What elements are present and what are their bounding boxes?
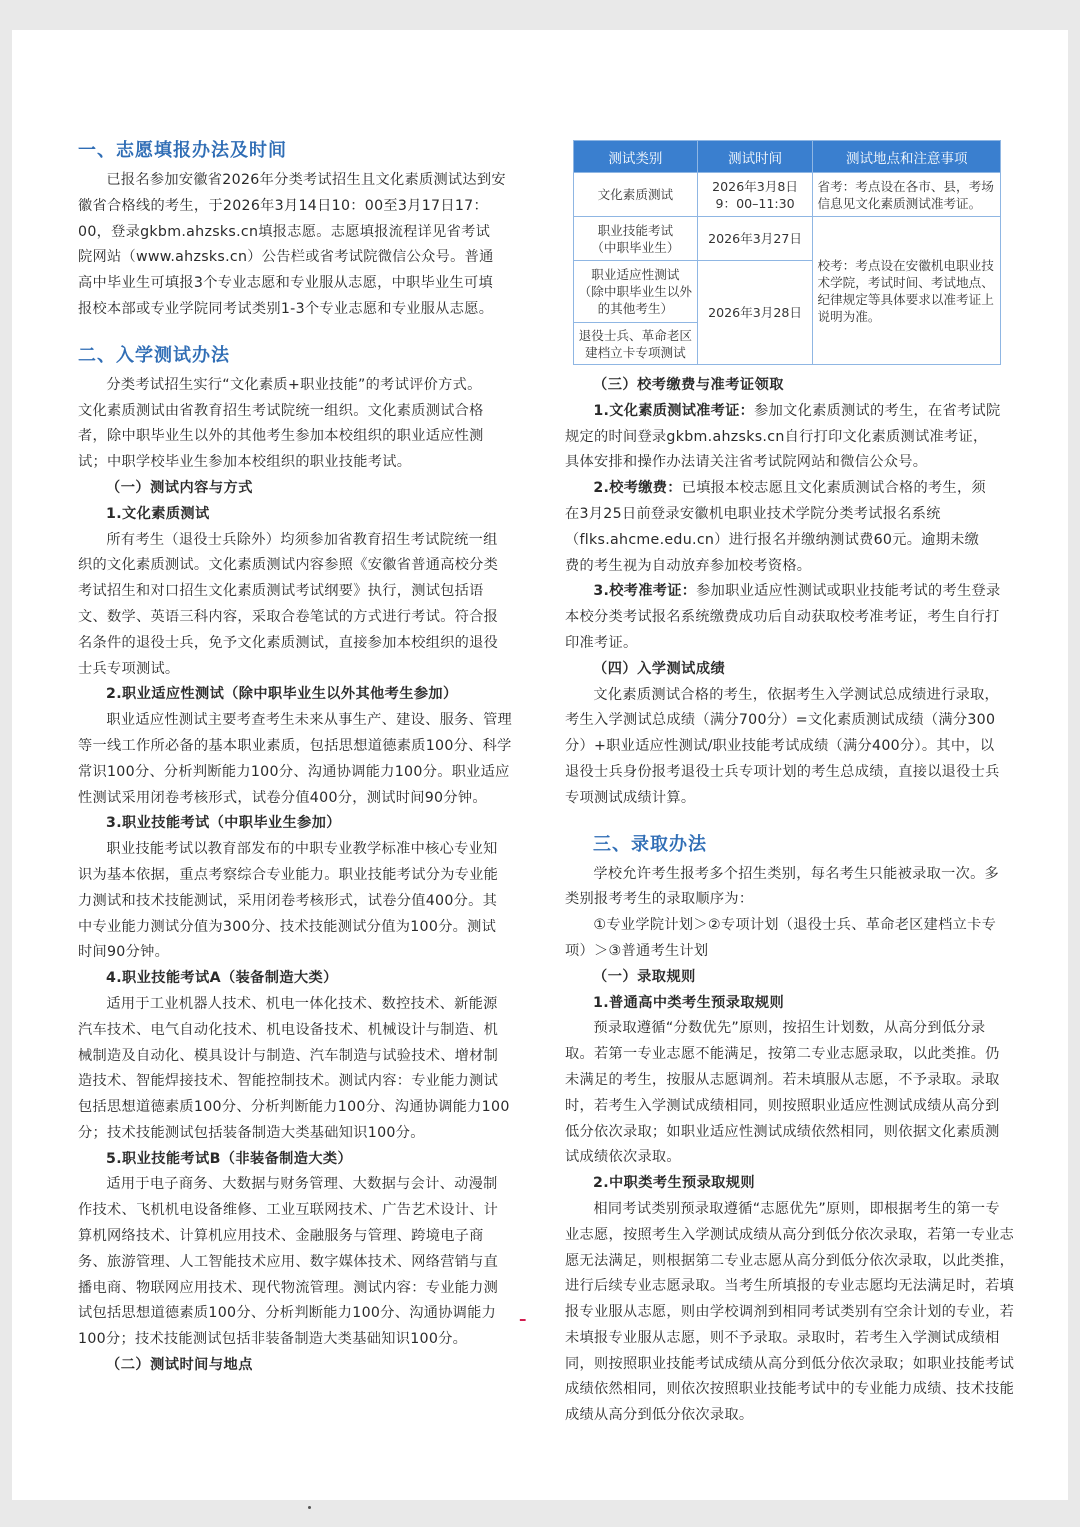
column-header: 测试时间	[697, 141, 813, 173]
text-line: ①专业学院计划＞②专项计划（退役士兵、革命老区建档立卡专	[593, 917, 997, 934]
text-line: 徽省合格线的考生，于2026年3月14日10：00至3月17日17：	[78, 197, 489, 214]
text-line: 分；技术技能测试包括装备制造大类基础知识100分。	[78, 1124, 425, 1141]
text-line: 者，除中职毕业生以外的其他考生参加本校组织的职业适应性测	[78, 428, 484, 445]
subsection-title: （一）录取规则	[593, 968, 696, 985]
text-line: 同，则按照职业技能考试成绩从高分到低分依次录取；如职业技能考试	[565, 1355, 1015, 1372]
text-line: 专项测试成绩计算。	[565, 789, 696, 806]
text-line: 具体安排和操作办法请关注省考试院网站和微信公众号。	[565, 454, 928, 471]
text-line: 规定的时间登录gkbm.ahzsks.cn自行打印文化素质测试准考证，	[565, 428, 988, 445]
text-line: 取。若第一专业志愿不能满足，按第二专业志愿录取，以此类推。仍	[565, 1046, 1000, 1063]
section-1-title: 一、志愿填报办法及时间	[78, 140, 287, 161]
subsection-title: （四）入学测试成绩	[593, 660, 726, 677]
text-line: 高中毕业生可填报3个专业志愿和专业服从志愿，中职毕业生可填	[78, 275, 493, 292]
text-line: 械制造及自动化、模具设计与制造、汽车制造与试验技术、增材制	[78, 1047, 499, 1064]
text-line: 包括思想道德素质100分、分析判断能力100分、沟通协调能力100	[78, 1099, 510, 1116]
text-span: 已填报本校志愿且文化素质测试合格的考生，须	[681, 480, 986, 497]
text-line: 未满足的考生，按服从志愿调剂。若未填服从志愿，不予录取。录取	[565, 1071, 1000, 1088]
text-line: 常识100分、分析判断能力100分、沟通协调能力100分。职业适应	[78, 763, 510, 780]
text-line: 士兵专项测试。	[78, 660, 180, 677]
table-cell: 2026年3月27日	[697, 217, 813, 261]
text-line: 文化素质测试合格的考生，依据考生入学测试总成绩进行录取，	[593, 686, 1000, 703]
text-line: 汽车技术、电气自动化技术、机电设备技术、机械设计与制造、机	[78, 1021, 499, 1038]
text-line: 学校允许考生报考多个招生类别，每名考生只能被录取一次。多	[593, 865, 1000, 882]
item-title: 3.职业技能考试（中职毕业生参加）	[106, 815, 341, 832]
column-header: 测试地点和注意事项	[813, 141, 1001, 173]
text-line: 在3月25日前登录安徽机电职业技术学院分类考试报名系统	[565, 505, 941, 522]
text-line: （flks.ahcme.edu.cn）进行报名并缴纳测试费60元。逾期未缴	[565, 531, 980, 548]
text-line: 100分；技术技能测试包括非装备制造大类基础知识100分。	[78, 1331, 468, 1348]
text-line: 预录取遵循“分数优先”原则，按招生计划数，从高分到低分录	[593, 1020, 986, 1037]
left-column	[78, 136, 524, 1379]
text-line: 所有考生（退役士兵除外）均须参加省教育招生考试院统一组	[106, 531, 498, 548]
brochure-page	[12, 30, 1068, 1500]
scan-speck	[308, 1506, 311, 1509]
item-title: 2.中职类考生预录取规则	[593, 1175, 755, 1192]
text-line: 播电商、物联网应用技术、现代物流管理。测试内容：专业能力测	[78, 1279, 499, 1296]
text-line: 成绩依然相同，则依次按照职业技能考试中的专业能力成绩、技术技能	[565, 1381, 1015, 1398]
text-line: 未填报专业服从志愿，则不予录取。录取时，若考生入学测试成绩相	[565, 1329, 1000, 1346]
text-line: 适用于工业机器人技术、机电一体化技术、数控技术、新能源	[106, 995, 498, 1012]
text-line: 退役士兵身份报考退役士兵专项计划的考生总成绩，直接以退役士兵	[565, 763, 1000, 780]
item-title: 5.职业技能考试B（非装备制造大类）	[106, 1150, 353, 1167]
table-cell: 职业技能考试 （中职毕业生）	[574, 217, 698, 261]
paragraph-label: 2.校考缴费：	[593, 480, 682, 497]
section-2-title: 二、入学测试办法	[78, 344, 230, 366]
text-line	[565, 579, 1016, 605]
table-cell: 2026年3月28日	[697, 261, 813, 365]
text-line: 性测试采用闭卷考核形式，试卷分值400分，测试时间90分钟。	[78, 789, 487, 806]
text-line: 作技术、飞机机电设备维修、工业互联网技术、广告艺术设计、计	[78, 1202, 499, 1219]
schedule-table	[573, 140, 1001, 365]
right-column	[565, 140, 1016, 1429]
paragraph-label: 3.校考准考证：	[593, 583, 697, 600]
text-line: 名条件的退役士兵，免予文化素质测试，直接参加本校组织的退役	[78, 634, 499, 651]
text-line: 时，若考生入学测试成绩相同，则按照职业适应性测试成绩从高分到	[565, 1097, 1000, 1114]
text-line: 本校分类考试报名系统缴费成功后自动获取校考准考证，考生自行打	[565, 609, 1000, 626]
text-line: 报校本部或专业学院同考试类别1-3个专业志愿和专业服从志愿。	[78, 300, 494, 317]
text-line: 业志愿，按照考生入学测试成绩从高分到低分依次录取，若第一专业志	[565, 1226, 1015, 1243]
paragraph-label: 1.文化素质测试准考证：	[593, 402, 755, 419]
table-cell: 文化素质测试	[574, 173, 698, 217]
table-row	[574, 217, 1001, 261]
text-line: 造技术、智能焊接技术、智能控制技术。测试内容：专业能力测试	[78, 1073, 499, 1090]
table-cell: 退役士兵、革命老区 建档立卡专项测试	[574, 323, 698, 365]
item-title: 1.普通高中类考生预录取规则	[593, 994, 785, 1011]
pen-mark: ـ	[520, 1306, 526, 1325]
table-cell: 职业适应性测试 （除中职毕业生以外 的其他考生）	[574, 261, 698, 323]
table-cell: 2026年3月8日 9：00–11:30	[697, 173, 813, 217]
text-line: 职业技能考试以教育部发布的中职专业教学标准中核心专业知	[106, 841, 498, 858]
text-line: 费的考生视为自动放弃参加校考资格。	[565, 557, 812, 574]
text-line: 识为基本依据，重点考察综合专业能力。职业技能考试分为专业能	[78, 866, 499, 883]
text-line: 试包括思想道德素质100分、分析判断能力100分、沟通协调能力	[78, 1305, 497, 1322]
text-line: 文化素质测试由省教育招生考试院统一组织。文化素质测试合格	[78, 402, 484, 419]
text-line: 力测试和技术技能测试，采用闭卷考核形式，试卷分值400分。其	[78, 892, 498, 909]
item-title: 1.文化素质测试	[106, 505, 210, 522]
text-line: 类别报考考生的录取顺序为：	[565, 891, 754, 908]
text-line: 职业适应性测试主要考查考生未来从事生产、建设、服务、管理	[106, 712, 513, 729]
text-line: 低分依次录取；如职业适应性测试成绩依然相同，则依据文化素质测	[565, 1123, 1000, 1140]
text-line: 中专业能力测试分值为300分、技术技能测试分值为100分。测试	[78, 918, 497, 935]
text-line: 进行后续专业志愿录取。当考生所填报的专业志愿均无法满足时，若填	[565, 1278, 1015, 1295]
text-line: 时间90分钟。	[78, 944, 170, 961]
item-title: 2.职业适应性测试（除中职毕业生以外其他考生参加）	[106, 686, 458, 703]
text-line: 文、数学、英语三科内容，采取合卷笔试的方式进行考试。符合报	[78, 608, 499, 625]
text-line: 分）+职业适应性测试/职业技能考试成绩（满分400分）。其中，以	[565, 738, 995, 755]
text-line: 相同考试类别预录取遵循“志愿优先”原则，即根据考生的第一专	[593, 1200, 1000, 1217]
text-line: 考生入学测试总成绩（满分700分）=文化素质测试成绩（满分300	[565, 712, 996, 729]
text-line: 愿无法满足，则根据第二专业志愿从高分到低分依次录取，以此类推，	[565, 1252, 1015, 1269]
text-line: 印准考证。	[565, 634, 638, 651]
section-1-body	[78, 168, 524, 323]
text-line: 已报名参加安徽省2026年分类考试招生且文化素质测试达到安	[106, 172, 506, 188]
text-line: 00，登录gkbm.ahzsks.cn填报志愿。志愿填报流程详见省考试	[78, 223, 491, 240]
table-header-row	[574, 141, 1001, 173]
text-line: 考试招生和对口招生文化素质测试考试纲要》执行，测试包括语	[78, 583, 484, 600]
subsection-title: （一）测试内容与方式	[106, 479, 253, 496]
section-3-title: 三、录取办法	[593, 833, 707, 855]
text-line: 试；中职学校毕业生参加本校组织的职业技能考试。	[78, 454, 412, 471]
text-line: 适用于电子商务、大数据与财务管理、大数据与会计、动漫制	[106, 1176, 498, 1193]
text-line: 织的文化素质测试。文化素质测试内容参照《安徽省普通高校分类	[78, 557, 499, 574]
section-2-intro	[78, 373, 524, 476]
text-line: 项）＞③普通考生计划	[565, 942, 709, 959]
text-line: 等一线工作所必备的基本职业素质，包括思想道德素质100分、科学	[78, 737, 512, 754]
table-row	[574, 173, 1001, 217]
column-header: 测试类别	[574, 141, 698, 173]
text-line: 分类考试招生实行“文化素质+职业技能”的考试评价方式。	[106, 376, 482, 393]
text-span: 参加职业适应性测试或职业技能考试的考生登录	[696, 583, 1001, 600]
item-title: 4.职业技能考试A（装备制造大类）	[106, 970, 338, 987]
subsection-title: （三）校考缴费与准考证领取	[593, 377, 784, 393]
text-line: 报专业服从志愿，则由学校调剂到相同考试类别有空余计划的专业，若	[565, 1304, 1015, 1321]
subsection-title: （二）测试时间与地点	[106, 1357, 253, 1374]
table-cell: 校考：考点设在安徽机电职业技术学院，考试时间、考试地点、纪律规定等具体要求以准考证上说明为准。	[813, 217, 1001, 365]
table-cell: 省考：考点设在各市、县，考场信息见文化素质测试准考证。	[813, 173, 1001, 217]
text-line: 算机网络技术、计算机应用技术、金融服务与管理、跨境电子商	[78, 1228, 484, 1245]
text-line: 务、旅游管理、人工智能技术应用、数字媒体技术、网络营销与直	[78, 1253, 499, 1270]
text-line	[565, 476, 1016, 502]
text-line: 试成绩依次录取。	[565, 1149, 681, 1166]
text-line	[565, 399, 1016, 425]
text-line: 成绩从高分到低分依次录取。	[565, 1407, 754, 1424]
text-line: 院网站（www.ahzsks.cn）公告栏或省考试院微信公众号。普通	[78, 249, 494, 266]
text-span: 参加文化素质测试的考生，在省考试院	[754, 402, 1001, 419]
